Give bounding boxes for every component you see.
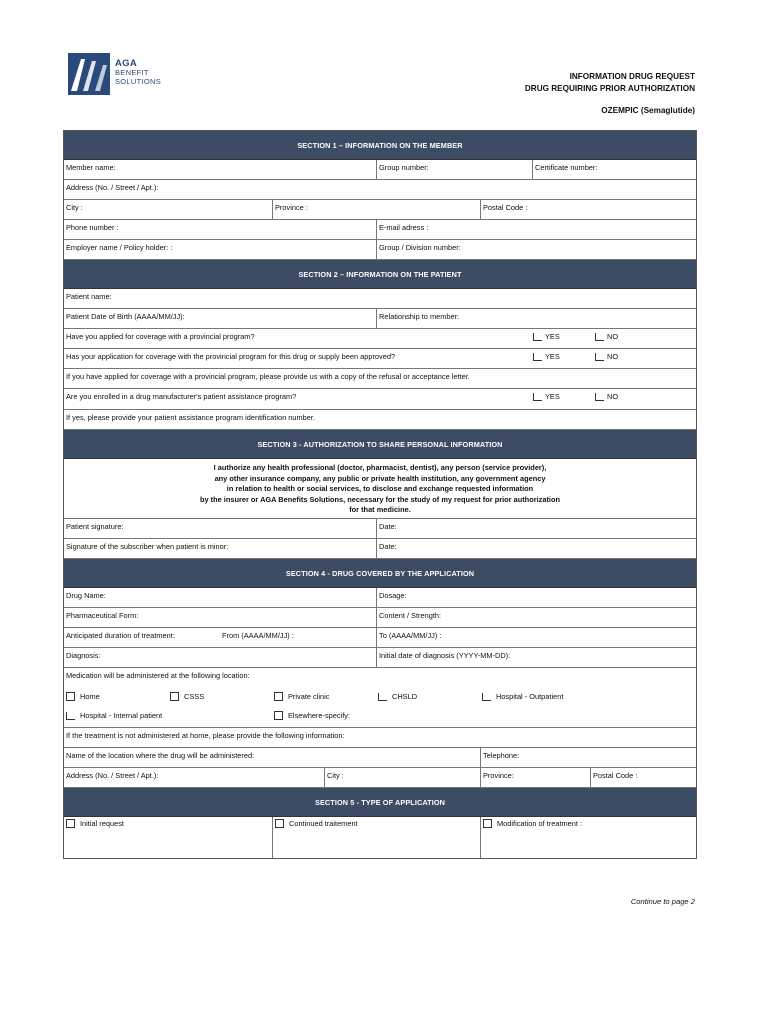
refusal-letter-note: If you have applied for coverage with a provincial program, please provide us with a copy of the refusal or acceptance letter.	[66, 372, 470, 381]
city-row	[64, 200, 696, 220]
patient-signature-field[interactable]: Patient signature:	[66, 522, 124, 531]
checkbox-icon[interactable]	[595, 393, 604, 401]
checkbox-icon[interactable]	[66, 819, 75, 828]
phone-field[interactable]: Phone number :	[66, 223, 119, 232]
location-name-row	[64, 748, 696, 768]
consent-line-1: I authorize any health professional (doctor, pharmacist, dentist), any person (service provider),	[213, 463, 547, 472]
location-row	[64, 668, 696, 728]
document-header	[525, 71, 695, 117]
location-address-row	[64, 768, 696, 788]
assistance-program-row	[64, 389, 696, 410]
address-row	[64, 180, 696, 200]
location-name-field[interactable]: Name of the location where the drug will be administered:	[66, 751, 255, 760]
checkbox-icon[interactable]	[595, 353, 604, 361]
checkbox-icon[interactable]	[533, 393, 542, 401]
diagnosis-field[interactable]: Diagnosis:	[66, 651, 101, 660]
pharma-form-row	[64, 608, 696, 628]
checkbox-icon[interactable]	[378, 693, 387, 701]
checkbox-icon[interactable]	[483, 819, 492, 828]
checkbox-icon[interactable]	[533, 333, 542, 341]
checkbox-icon[interactable]	[482, 693, 491, 701]
group-number-field[interactable]: Group number:	[376, 160, 532, 179]
phone-row	[64, 220, 696, 240]
location-question: Medication will be administered at the following location:	[66, 671, 250, 680]
drug-name-header: OZEMPIC (Semaglutide)	[601, 106, 695, 115]
member-name-field[interactable]: Member name:	[66, 163, 116, 172]
checkbox-icon[interactable]	[274, 692, 283, 701]
initial-request-cell	[64, 817, 272, 858]
assistance-id-field[interactable]: If yes, please provide your patient assistance program identification number.	[66, 413, 315, 422]
provincial-applied-no[interactable]: NO	[595, 332, 618, 341]
header-title-2: DRUG REQUIRING PRIOR AUTHORIZATION	[524, 83, 695, 93]
assistance-program-no[interactable]: NO	[595, 392, 618, 401]
location-internal-option[interactable]: Hospital - Internal patient	[66, 711, 162, 720]
member-city-field[interactable]: City :	[66, 203, 83, 212]
not-home-note: If the treatment is not administered at home, please provide the following information:	[66, 731, 345, 740]
location-city-field[interactable]: City :	[324, 768, 480, 787]
patient-name-field[interactable]: Patient name:	[66, 292, 112, 301]
subscriber-signature-field[interactable]: Signature of the subscriber when patient is minor:	[66, 542, 229, 551]
duration-label: Anticipated duration of treatment:	[66, 631, 175, 640]
question-provincial-approved: Has your application for coverage with the provincial program for this drug or supply been approved?	[66, 352, 396, 361]
member-address-field[interactable]: Address (No. / Street / Apt.):	[66, 183, 159, 192]
section-3-header: SECTION 3 - AUTHORIZATION TO SHARE PERSONAL INFORMATION	[64, 430, 696, 459]
provincial-approved-yes[interactable]: YES	[533, 352, 560, 361]
initial-request-option[interactable]: Initial request	[66, 819, 124, 828]
location-chsld-option[interactable]: CHSLD	[378, 692, 417, 701]
subscriber-signature-row	[64, 539, 696, 559]
employer-field[interactable]: Employer name / Policy holder: :	[66, 243, 173, 252]
drug-name-field[interactable]: Drug Name:	[66, 591, 106, 600]
checkbox-icon[interactable]	[170, 692, 179, 701]
section-4-header: SECTION 4 - DRUG COVERED BY THE APPLICATION	[64, 559, 696, 588]
group-division-field[interactable]: Group / Division number:	[376, 240, 696, 259]
member-row	[64, 160, 696, 180]
diagnosis-row	[64, 648, 696, 668]
drug-name-row	[64, 588, 696, 608]
patient-signature-row	[64, 519, 696, 539]
relationship-field[interactable]: Relationship to member:	[376, 309, 696, 328]
pharma-form-field[interactable]: Pharmaceutical Form:	[66, 611, 139, 620]
section-5-header: SECTION 5 - TYPE OF APPLICATION	[64, 788, 696, 817]
certificate-number-field[interactable]: Certificate number:	[532, 160, 696, 179]
member-province-field[interactable]: Province :	[272, 200, 480, 219]
consent-line-4: by the insurer or AGA Benefits Solutions, necessary for the study of my request for prior authorization	[199, 494, 560, 504]
not-home-row	[64, 728, 696, 748]
location-elsewhere-option[interactable]: Elsewhere-specify:	[274, 711, 350, 720]
content-strength-field[interactable]: Content / Strength:	[376, 608, 696, 627]
patient-signature-date-field[interactable]: Date:	[376, 519, 696, 538]
location-postal-code-field[interactable]: Postal Code :	[590, 768, 696, 787]
section-2-header: SECTION 2 – INFORMATION ON THE PATIENT	[64, 260, 696, 289]
location-province-field[interactable]: Province:	[480, 768, 590, 787]
continued-treatment-cell	[272, 817, 480, 858]
logo-wordmark: AGA BENEFIT SOLUTIONS	[115, 58, 162, 86]
request-form	[63, 130, 697, 859]
checkbox-icon[interactable]	[66, 712, 75, 720]
application-type-row	[64, 817, 696, 858]
question-assistance-program: Are you enrolled in a drug manufacturer's patient assistance program?	[66, 392, 297, 401]
member-postal-code-field[interactable]: Postal Code :	[480, 200, 696, 219]
modification-treatment-option[interactable]: Modification of treatment :	[483, 819, 582, 828]
provincial-applied-row	[64, 329, 696, 349]
location-csss-option[interactable]: CSSS	[170, 692, 204, 701]
provincial-approved-row	[64, 349, 696, 369]
dosage-field[interactable]: Dosage:	[376, 588, 696, 607]
location-home-option[interactable]: Home	[66, 692, 100, 701]
continued-treatment-option[interactable]: Continued traitement	[275, 819, 358, 828]
provincial-approved-no[interactable]: NO	[595, 352, 618, 361]
location-private-clinic-option[interactable]: Private clinic	[274, 692, 329, 701]
checkbox-icon[interactable]	[595, 333, 604, 341]
treatment-to-field[interactable]: To (AAAA/MM/JJ) :	[376, 628, 696, 647]
checkbox-icon[interactable]	[275, 819, 284, 828]
location-outpatient-option[interactable]: Hospital - Outpatient	[482, 692, 563, 701]
checkbox-icon[interactable]	[274, 711, 283, 720]
refusal-letter-row	[64, 369, 696, 389]
modification-treatment-cell	[480, 817, 696, 858]
consent-line-3: in relation to health or social services, to disclose and exchange requested information	[226, 484, 534, 493]
location-address-field[interactable]: Address (No. / Street / Apt.):	[66, 771, 159, 780]
location-telephone-field[interactable]: Telephone:	[480, 748, 696, 767]
treatment-from-field[interactable]: From (AAAA/MM/JJ) :	[222, 631, 294, 640]
aga-logo	[68, 53, 178, 97]
email-field[interactable]: E-mail adress :	[376, 220, 696, 239]
provincial-applied-yes[interactable]: YES	[533, 332, 560, 341]
section-1-header: SECTION 1 – INFORMATION ON THE MEMBER	[64, 131, 696, 160]
question-provincial-applied: Have you applied for coverage with a provincial program?	[66, 332, 255, 341]
duration-row	[64, 628, 696, 648]
aga-logo-icon	[68, 53, 110, 95]
dob-row	[64, 309, 696, 329]
header-title-1: INFORMATION DRUG REQUEST	[569, 72, 695, 81]
patient-dob-field[interactable]: Patient Date of Birth (AAAA/MM/JJ):	[66, 312, 185, 321]
consent-line-2: any other insurance company, any public or private health institution, any government agency	[214, 473, 546, 483]
continue-note: Continue to page 2	[630, 897, 695, 906]
checkbox-icon[interactable]	[66, 692, 75, 701]
subscriber-signature-date-field[interactable]: Date:	[376, 539, 696, 558]
assistance-id-row	[64, 410, 696, 430]
assistance-program-yes[interactable]: YES	[533, 392, 560, 401]
consent-line-5: for that medicine.	[349, 505, 411, 514]
employer-row	[64, 240, 696, 260]
checkbox-icon[interactable]	[533, 353, 542, 361]
initial-diagnosis-date-field[interactable]: Initial date of diagnosis (YYYY-MM-DD):	[376, 648, 696, 667]
patient-name-row	[64, 289, 696, 309]
consent-statement	[64, 459, 696, 519]
